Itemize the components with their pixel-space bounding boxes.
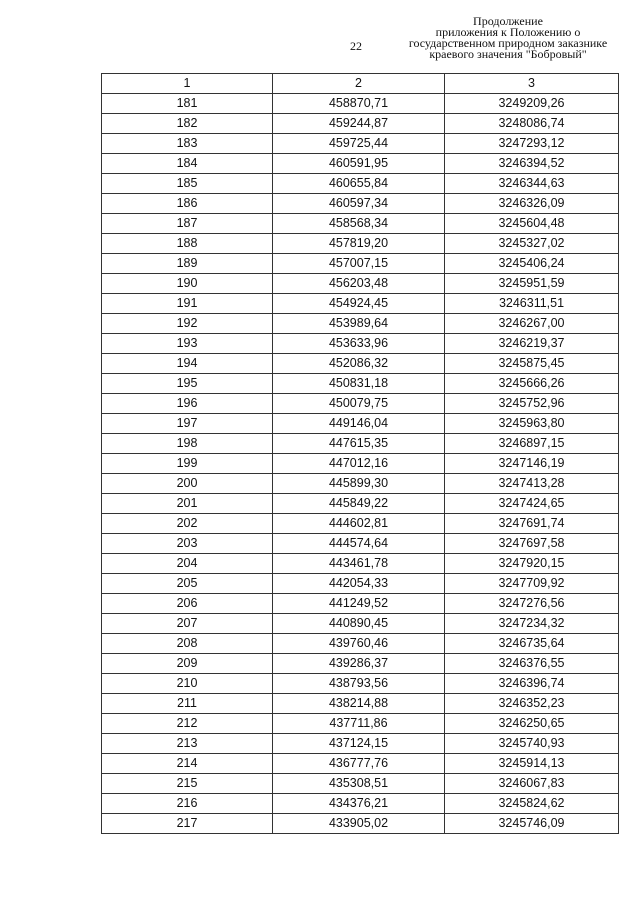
cell-x-coordinate: 435308,51	[273, 774, 445, 794]
cell-point-number: 206	[102, 594, 273, 614]
cell-y-coordinate: 3247424,65	[445, 494, 619, 514]
cell-y-coordinate: 3246326,09	[445, 194, 619, 214]
cell-point-number: 203	[102, 534, 273, 554]
cell-y-coordinate: 3246250,65	[445, 714, 619, 734]
cell-point-number: 208	[102, 634, 273, 654]
cell-x-coordinate: 444574,64	[273, 534, 445, 554]
table-row	[102, 774, 619, 794]
table-row	[102, 214, 619, 234]
cell-y-coordinate: 3245875,45	[445, 354, 619, 374]
cell-point-number: 188	[102, 234, 273, 254]
cell-y-coordinate: 3245604,48	[445, 214, 619, 234]
cell-x-coordinate: 440890,45	[273, 614, 445, 634]
table-row	[102, 294, 619, 314]
cell-y-coordinate: 3246376,55	[445, 654, 619, 674]
cell-point-number: 192	[102, 314, 273, 334]
cell-point-number: 211	[102, 694, 273, 714]
cell-point-number: 181	[102, 94, 273, 114]
cell-y-coordinate: 3245951,59	[445, 274, 619, 294]
table-row	[102, 234, 619, 254]
cell-point-number: 182	[102, 114, 273, 134]
cell-point-number: 191	[102, 294, 273, 314]
cell-y-coordinate: 3245746,09	[445, 814, 619, 834]
table-row	[102, 514, 619, 534]
cell-x-coordinate: 450079,75	[273, 394, 445, 414]
cell-point-number: 184	[102, 154, 273, 174]
cell-x-coordinate: 460655,84	[273, 174, 445, 194]
cell-y-coordinate: 3245963,80	[445, 414, 619, 434]
cell-y-coordinate: 3247293,12	[445, 134, 619, 154]
cell-y-coordinate: 3245824,62	[445, 794, 619, 814]
table-row	[102, 534, 619, 554]
cell-y-coordinate: 3245666,26	[445, 374, 619, 394]
table-row	[102, 614, 619, 634]
cell-x-coordinate: 444602,81	[273, 514, 445, 534]
cell-point-number: 187	[102, 214, 273, 234]
table-row	[102, 754, 619, 774]
cell-point-number: 210	[102, 674, 273, 694]
table-row	[102, 454, 619, 474]
cell-x-coordinate: 434376,21	[273, 794, 445, 814]
cell-x-coordinate: 449146,04	[273, 414, 445, 434]
cell-point-number: 185	[102, 174, 273, 194]
cell-point-number: 212	[102, 714, 273, 734]
cell-x-coordinate: 433905,02	[273, 814, 445, 834]
cell-x-coordinate: 459244,87	[273, 114, 445, 134]
cell-point-number: 201	[102, 494, 273, 514]
cell-x-coordinate: 457819,20	[273, 234, 445, 254]
cell-point-number: 196	[102, 394, 273, 414]
table-row	[102, 734, 619, 754]
table-row	[102, 674, 619, 694]
cell-x-coordinate: 458568,34	[273, 214, 445, 234]
table-row	[102, 434, 619, 454]
cell-point-number: 183	[102, 134, 273, 154]
cell-y-coordinate: 3247234,32	[445, 614, 619, 634]
table-row	[102, 414, 619, 434]
cell-x-coordinate: 438214,88	[273, 694, 445, 714]
cell-x-coordinate: 436777,76	[273, 754, 445, 774]
coordinates-table	[101, 73, 619, 834]
column-header-y-coordinate: 3	[445, 74, 619, 94]
cell-point-number: 214	[102, 754, 273, 774]
cell-x-coordinate: 447012,16	[273, 454, 445, 474]
cell-y-coordinate: 3246394,52	[445, 154, 619, 174]
table-row	[102, 814, 619, 834]
table-row	[102, 194, 619, 214]
cell-y-coordinate: 3245752,96	[445, 394, 619, 414]
cell-y-coordinate: 3246352,23	[445, 694, 619, 714]
cell-y-coordinate: 3245406,24	[445, 254, 619, 274]
header-line-reserve-name: краевого значения "Бобровый"	[429, 47, 587, 61]
column-header-x-coordinate: 2	[273, 74, 445, 94]
table-row	[102, 634, 619, 654]
header-line-appendix: приложения к Положению о	[435, 25, 581, 39]
table-body	[102, 94, 619, 834]
cell-y-coordinate: 3245740,93	[445, 734, 619, 754]
cell-point-number: 215	[102, 774, 273, 794]
cell-x-coordinate: 439286,37	[273, 654, 445, 674]
cell-y-coordinate: 3246219,37	[445, 334, 619, 354]
table-row	[102, 654, 619, 674]
cell-x-coordinate: 437711,86	[273, 714, 445, 734]
table-row	[102, 334, 619, 354]
table-row	[102, 154, 619, 174]
cell-x-coordinate: 459725,44	[273, 134, 445, 154]
cell-y-coordinate: 3246735,64	[445, 634, 619, 654]
table-row	[102, 494, 619, 514]
cell-x-coordinate: 447615,35	[273, 434, 445, 454]
cell-x-coordinate: 452086,32	[273, 354, 445, 374]
cell-x-coordinate: 456203,48	[273, 274, 445, 294]
cell-point-number: 190	[102, 274, 273, 294]
cell-x-coordinate: 460597,34	[273, 194, 445, 214]
appendix-header	[396, 16, 620, 60]
table-row	[102, 374, 619, 394]
table-row	[102, 254, 619, 274]
table-row	[102, 94, 619, 114]
cell-y-coordinate: 3246396,74	[445, 674, 619, 694]
cell-y-coordinate: 3246344,63	[445, 174, 619, 194]
cell-point-number: 207	[102, 614, 273, 634]
cell-point-number: 213	[102, 734, 273, 754]
cell-x-coordinate: 453989,64	[273, 314, 445, 334]
table-row	[102, 694, 619, 714]
cell-point-number: 193	[102, 334, 273, 354]
cell-y-coordinate: 3247697,58	[445, 534, 619, 554]
cell-point-number: 197	[102, 414, 273, 434]
cell-y-coordinate: 3246311,51	[445, 294, 619, 314]
page-number: 22	[350, 39, 362, 53]
cell-point-number: 200	[102, 474, 273, 494]
cell-point-number: 195	[102, 374, 273, 394]
cell-y-coordinate: 3246267,00	[445, 314, 619, 334]
table-row	[102, 714, 619, 734]
cell-y-coordinate: 3245914,13	[445, 754, 619, 774]
cell-x-coordinate: 443461,78	[273, 554, 445, 574]
cell-point-number: 194	[102, 354, 273, 374]
cell-point-number: 217	[102, 814, 273, 834]
cell-point-number: 202	[102, 514, 273, 534]
cell-x-coordinate: 445849,22	[273, 494, 445, 514]
cell-x-coordinate: 450831,18	[273, 374, 445, 394]
table-row	[102, 574, 619, 594]
cell-point-number: 189	[102, 254, 273, 274]
cell-point-number: 209	[102, 654, 273, 674]
table-row	[102, 594, 619, 614]
cell-point-number: 205	[102, 574, 273, 594]
cell-y-coordinate: 3246067,83	[445, 774, 619, 794]
table-row	[102, 554, 619, 574]
cell-point-number: 216	[102, 794, 273, 814]
cell-y-coordinate: 3249209,26	[445, 94, 619, 114]
table-row	[102, 174, 619, 194]
table-row	[102, 474, 619, 494]
table-row	[102, 274, 619, 294]
cell-point-number: 186	[102, 194, 273, 214]
cell-point-number: 199	[102, 454, 273, 474]
table-row	[102, 314, 619, 334]
header-line-reserve: государственном природном заказнике	[408, 36, 608, 50]
cell-y-coordinate: 3245327,02	[445, 234, 619, 254]
cell-y-coordinate: 3247920,15	[445, 554, 619, 574]
cell-y-coordinate: 3247146,19	[445, 454, 619, 474]
cell-x-coordinate: 437124,15	[273, 734, 445, 754]
header-line-continuation: Продолжение	[473, 14, 543, 28]
table-row	[102, 794, 619, 814]
cell-x-coordinate: 439760,46	[273, 634, 445, 654]
cell-x-coordinate: 454924,45	[273, 294, 445, 314]
cell-y-coordinate: 3247691,74	[445, 514, 619, 534]
cell-x-coordinate: 438793,56	[273, 674, 445, 694]
cell-y-coordinate: 3247709,92	[445, 574, 619, 594]
cell-point-number: 204	[102, 554, 273, 574]
cell-x-coordinate: 458870,71	[273, 94, 445, 114]
cell-y-coordinate: 3246897,15	[445, 434, 619, 454]
column-header-point-number: 1	[102, 74, 273, 94]
cell-x-coordinate: 441249,52	[273, 594, 445, 614]
table-header-row	[102, 74, 619, 94]
cell-point-number: 198	[102, 434, 273, 454]
cell-y-coordinate: 3247413,28	[445, 474, 619, 494]
table-row	[102, 354, 619, 374]
cell-x-coordinate: 442054,33	[273, 574, 445, 594]
cell-x-coordinate: 453633,96	[273, 334, 445, 354]
table-row	[102, 114, 619, 134]
cell-y-coordinate: 3248086,74	[445, 114, 619, 134]
table-row	[102, 394, 619, 414]
cell-y-coordinate: 3247276,56	[445, 594, 619, 614]
cell-x-coordinate: 457007,15	[273, 254, 445, 274]
cell-x-coordinate: 445899,30	[273, 474, 445, 494]
cell-x-coordinate: 460591,95	[273, 154, 445, 174]
table-row	[102, 134, 619, 154]
